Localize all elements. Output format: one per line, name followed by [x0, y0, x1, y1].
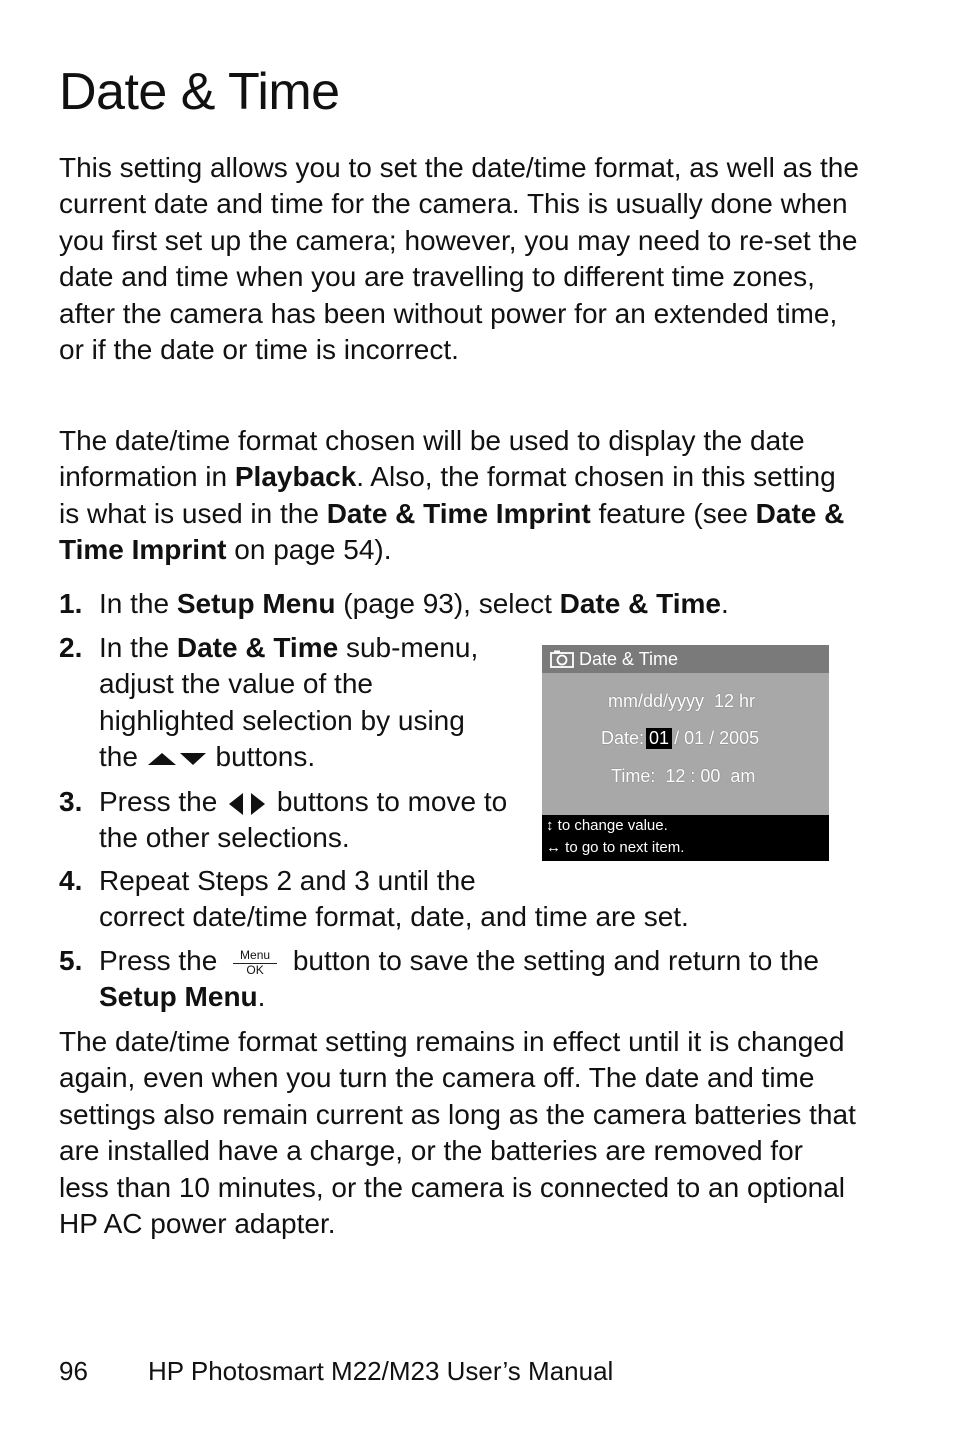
- page-number: 96: [59, 1356, 88, 1386]
- screen-header: [542, 645, 829, 673]
- format-paragraph: The date/time format chosen will be used to display the date information in Playback. Also, the format chosen in this setting is what is used in the Date & Time Imprint feature (see Date & Time Imprint on page 54).: [59, 425, 845, 566]
- page-title: Date & Time: [59, 63, 340, 121]
- manual-title: HP Photosmart M22/M23 User’s Manual: [148, 1356, 614, 1386]
- camera-screen-image: [542, 645, 829, 861]
- screen-title: Date & Time: [579, 649, 679, 669]
- up-down-arrows-icon: [146, 750, 208, 768]
- date-value: Date: 01 / 01 / 2005: [601, 728, 760, 748]
- format-value: mm/dd/yyyy 12 hr: [608, 691, 756, 711]
- menu-ok-button-icon: Menu OK: [233, 949, 277, 977]
- selected-field: 01: [646, 728, 672, 749]
- setup-menu-icon: [550, 650, 574, 668]
- screen-hints: ↕ to change value. ↔ to go to next item.: [542, 815, 829, 861]
- left-right-arrows-icon: [225, 791, 269, 817]
- time-value: Time: 12 : 00 am: [611, 766, 756, 786]
- intro-paragraph: This setting allows you to set the date/time format, as well as the current date and time for the camera. This is usually done when you first set up the camera; however, you may need to re-set the date and time when you are travelling to different time zones, after the camera has been without power for an extended time, or if the date or time is incorrect.: [59, 152, 859, 366]
- closing-paragraph: The date/time format setting remains in effect until it is changed again, even when you turn the camera off. The date and time settings also remain current as long as the camera batteries that are installed have a charge, or the batteries are removed for less than 10 minutes, or the camera is connected to an optional HP AC power adapter.: [59, 1026, 856, 1240]
